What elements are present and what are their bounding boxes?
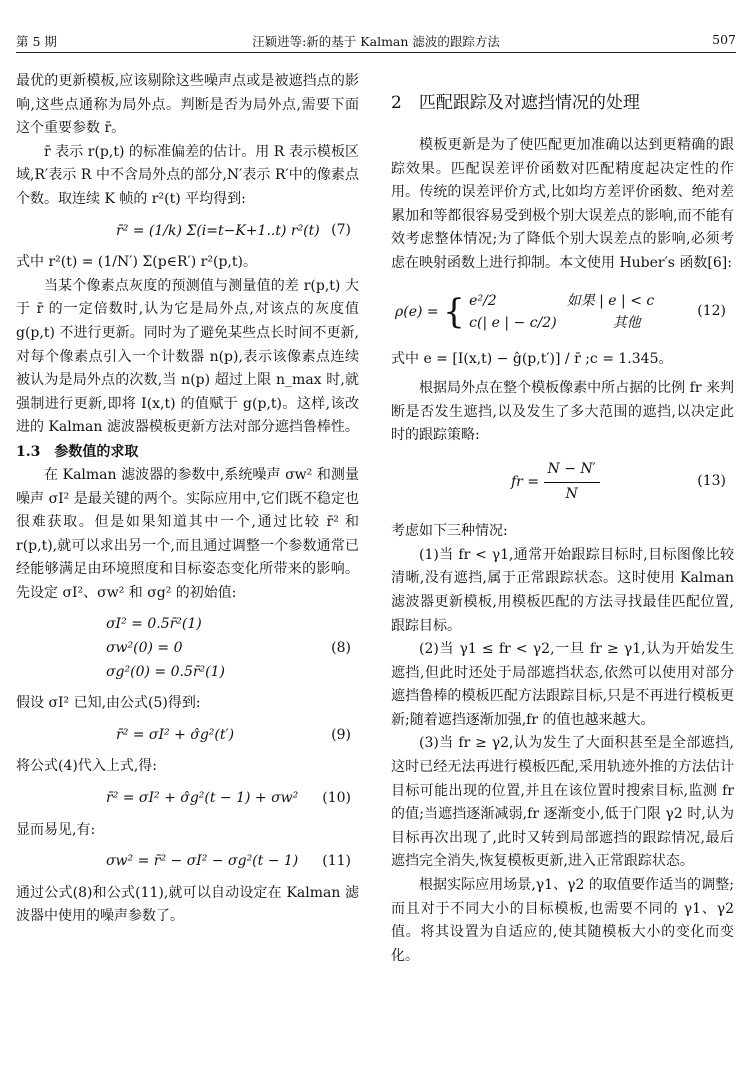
paragraph: 在 Kalman 滤波器的参数中,系统噪声 σw² 和测量噪声 σI² 是最关键的两个。实际应用中,它们既不稳定也很难获取。但是如果知道其中一个,通过比较 r̄² 和 r(p,t),就可以求出另一个,而且通过调整一个参数通常已经能够满足由环境照度和目标姿态变化所带来的影响。先设定 σI²、σw² 和 σg² 的初始值: [16, 466, 359, 601]
page-number: 507 [712, 32, 736, 47]
equation-cases [469, 290, 654, 334]
equation-body: r̄² = σI² + σ̂g²(t′) [116, 726, 235, 743]
paragraph: r̄ 表示 r(p,t) 的标准偏差的估计。用 R 表示模板区域,R′表示 R 中不含局外点的部分,N′表示 R′中的像素点个数。取连续 K 帧的 r²(t) 平均得到: [16, 143, 359, 207]
running-title: 汪颖进等:新的基于 Kalman 滤波的跟踪方法 [252, 34, 500, 49]
paragraph: 将公式(4)代入上式,得: [16, 758, 157, 775]
equation-number: (10) [322, 790, 351, 807]
equation-line: σg²(0) = 0.5r̄²(1) [106, 663, 225, 680]
right-column [391, 70, 734, 968]
section-heading: 2 匹配跟踪及对遮挡情况的处理 [391, 93, 640, 113]
paragraph: 式中 r²(t) = (1/N′) Σ(p∈R′) r²(p,t)。 [16, 254, 257, 271]
equation-body: r̄² = (1/k) Σ(i=t−K+1..t) r²(t) [116, 222, 320, 239]
left-column [16, 70, 359, 929]
paragraph: 当某个像素点灰度的预测值与测量值的差 r(p,t) 大于 r̄ 的一定倍数时,认为它是局外点,对该点的灰度值 g(p,t) 不进行更新。同时为了避免某些点长时间不更新,对每个像素点引入一个计数器 n(p),表示该像素点连续被认为是局外点的次数,当 n(p) 超过上限 n_max 时,就强制进行更新,即将 I(x,t) 的值赋于 g(p,t)。这样,该改进的 Kalman 滤波器模板更新方法对部分遮挡鲁棒性。 [16, 277, 359, 436]
paragraph: 通过公式(8)和公式(11),就可以自动设定在 Kalman 滤波器中使用的噪声参数了。 [16, 884, 359, 925]
equation-body: r̄² = σI² + σ̂g²(t − 1) + σw² [106, 790, 299, 807]
paragraph: 根据局外点在整个模板像素中所占据的比例 fr 来判断是否发生遮挡,以及发生了多大范围的遮挡,以决定此时的跟踪策略: [391, 380, 734, 444]
paragraph: 根据实际应用场景,γ1、γ2 的取值要作适当的调整;而且对于不同大小的目标模板,也需要不同的 γ1、γ2 值。将其设置为自适应的,使其随模板大小的变化而变化。 [391, 877, 734, 964]
fraction-numerator: N − N′ [544, 458, 600, 483]
equation-line: σI² = 0.5r̄²(1) [106, 616, 202, 633]
running-header [16, 28, 736, 50]
paragraph: (3)当 fr ≥ γ2,认为发生了大面积甚至是全部遮挡,这时已经无法再进行模板匹配,采用轨迹外推的方法估计目标可能出现的位置,并且在该位置时搜索目标,监测 fr 的值;当遮挡逐渐减弱,fr 逐渐变小,低于门限 γ2 时,认为目标再次出现了,此时又转到局部遮挡的跟踪情况,最后遮挡完全消失,恢复模板更新,进入正常跟踪状态。 [391, 735, 734, 870]
case-line: c(| e | − c/2) 其他 [469, 314, 641, 331]
equation-8 [16, 613, 359, 684]
paragraph: 假设 σI² 已知,由公式(5)得到: [16, 695, 201, 712]
paragraph: 最优的更新模板,应该剔除这些噪声点或是被遮挡点的影响,这些点通称为局外点。判断是否为局外点,需要下面这个重要参数 r̄。 [16, 73, 359, 137]
paragraph: 考虑如下三种情况: [391, 523, 508, 540]
equation-11 [16, 850, 359, 874]
equation-lhs: ρ(e) = [395, 303, 439, 320]
equation-number: (13) [697, 473, 726, 490]
paragraph: (1)当 fr < γ1,通常开始跟踪目标时,目标图像比较清晰,没有遮挡,属于正常跟踪状态。这时使用 Kalman 滤波器更新模板,用模板匹配的方法寻找最佳匹配位置,跟踪目标。 [391, 546, 734, 634]
fraction-denominator: N [565, 485, 578, 502]
paragraph: 模板更新是为了使匹配更加准确以达到更精确的跟踪效果。匹配误差评价函数对匹配精度起决定性的作用。传统的误差评价方式,比如均方差评价函数、绝对差累加和等都很容易受到极个别大误差点的影响,而不能有效考虑整体情况;为了降低个别大误差点的影响,必须考虑在映射函数上进行抑制。本文使用 Huber′s 函数[6]: [391, 137, 734, 271]
equation-7 [16, 220, 359, 244]
equation-12 [391, 290, 734, 334]
equation-number: (8) [331, 640, 351, 657]
equation-number: (7) [331, 222, 351, 239]
header-rule [16, 52, 736, 53]
equation-10 [16, 787, 359, 811]
equation-line: σw²(0) = 0 [106, 640, 183, 657]
equation-number: (11) [322, 853, 351, 870]
case-line: e²/2 如果 | e | < c [469, 292, 655, 309]
section-heading: 1.3 参数值的求取 [16, 443, 139, 460]
equation-number: (9) [331, 726, 351, 743]
issue-number: 第 5 期 [16, 34, 57, 49]
equation-13 [391, 458, 734, 506]
equation-lhs: fr = [511, 474, 540, 491]
equation-number: (12) [697, 302, 726, 319]
paragraph: 式中 e = [I(x,t) − ĝ(p,t′)] / r̄ ;c = 1.345。 [391, 350, 673, 367]
paragraph: (2)当 γ1 ≤ fr < γ2,一旦 fr ≥ γ1,认为开始发生遮挡,但此时还处于局部遮挡状态,依然可以使用对部分遮挡鲁棒的模板匹配方法跟踪目标,只是不再进行模板更新;随着遮挡逐渐加强,fr 的值也越来越大。 [391, 641, 734, 728]
equation-9 [16, 724, 359, 748]
brace-glyph: { [443, 291, 465, 332]
equation-body: σw² = r̄² − σI² − σg²(t − 1) [106, 853, 299, 870]
fraction [544, 458, 600, 506]
paragraph: 显而易见,有: [16, 821, 96, 838]
